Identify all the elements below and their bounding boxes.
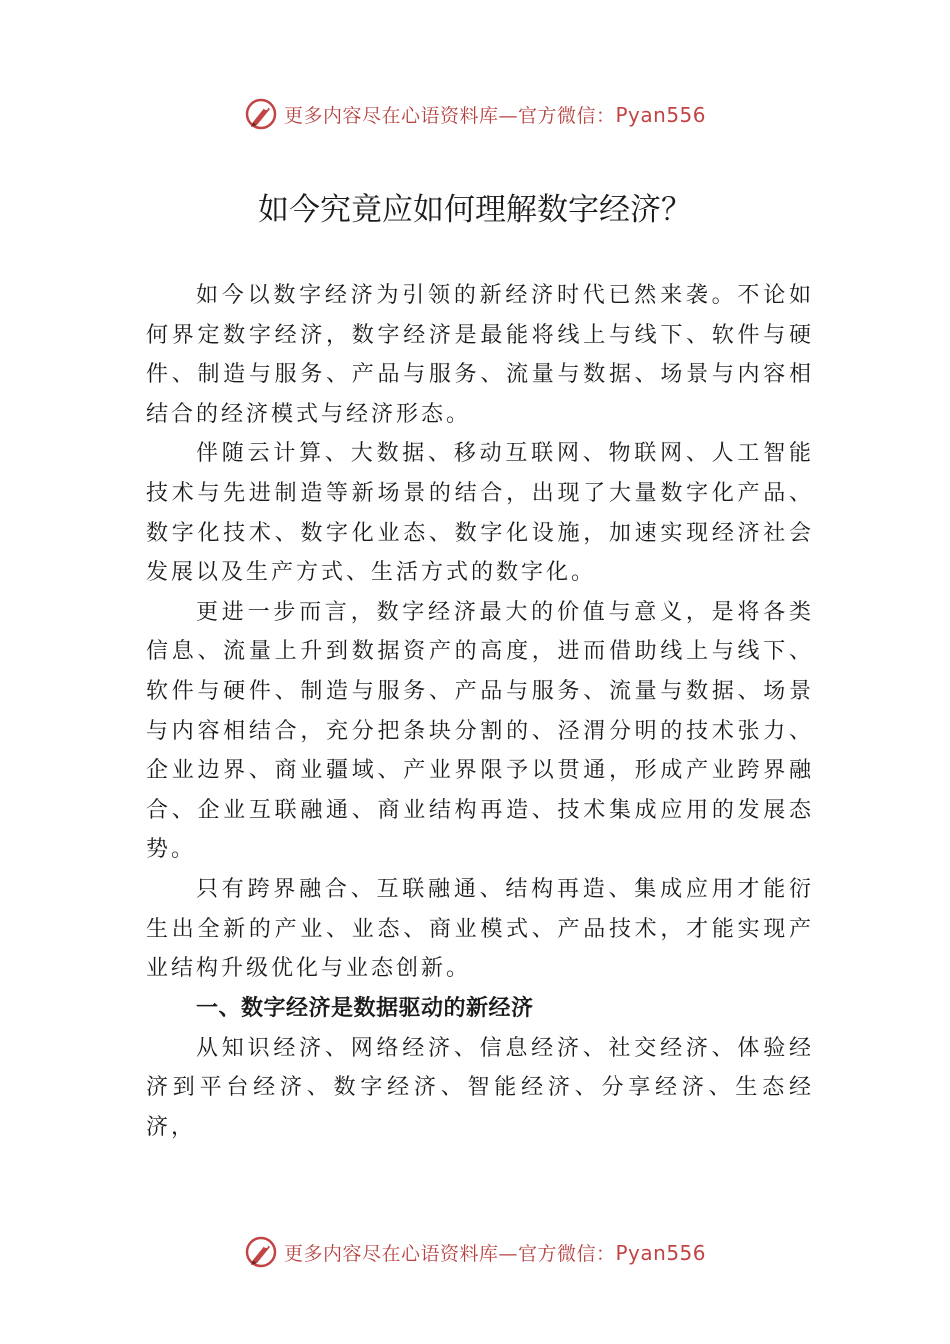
banner-text: [284, 1239, 706, 1266]
banner-account: Pyan556: [615, 1240, 707, 1265]
document-title: 如今究竟应如何理解数字经济？: [258, 192, 692, 228]
pen-logo-icon: [244, 1235, 278, 1269]
banner-account: Pyan556: [615, 102, 707, 127]
banner-message: 更多内容尽在心语资料库—官方微信：: [283, 104, 616, 127]
section-paragraph: 从知识经济、网络经济、信息经济、社交经济、体验经济到平台经济、数字经济、智能经济、分享经济、生态经济，: [146, 1035, 814, 1140]
footer-banner: [0, 1232, 950, 1272]
header-banner: [0, 94, 950, 134]
paragraph-3: 更进一步而言，数字经济最大的价值与意义，是将各类信息、流量上升到数据资产的高度，进而借助线上与线下、 软件与硬件、制造与服务、产品与服务、流量与数据、场景与内容相结合，充分把条块分割的、泾渭分明的技术张力、 企业边界、商业疆域、产业界限予以贯通，形成产业跨界融合、企业互联融通、商业结构再造、技术集成应用的发展态势。: [146, 599, 814, 863]
pen-logo-icon: [244, 97, 278, 131]
banner-message: 更多内容尽在心语资料库—官方微信：: [283, 1242, 616, 1265]
banner-text: [284, 101, 706, 128]
section-heading: 一、数字经济是数据驱动的新经济: [196, 995, 534, 1021]
paragraph-4: 只有跨界融合、互联融通、结构再造、集成应用才能衍生出全新的产业、业态、商业模式、产品技术，才能实现产业结构升级优化与业态创新。: [146, 876, 814, 982]
document-body: [146, 276, 814, 1147]
paragraph-1: 如今以数字经济为引领的新经济时代已然来袭。不论如何界定数字经济，数字经济是最能将线上与线下、软件与硬件、制造与服务、产品与服务、流量与数据、场景与内容相结合的经济模式与经济形态。: [146, 283, 814, 427]
paragraph-2: 伴随云计算、大数据、移动互联网、物联网、人工智能技术与先进制造等新场景的结合，出现了大量数字化产品、 数字化技术、数字化业态、数字化设施，加速实现经济社会发展以及生产方式、生活方式的数字化。: [146, 441, 814, 586]
